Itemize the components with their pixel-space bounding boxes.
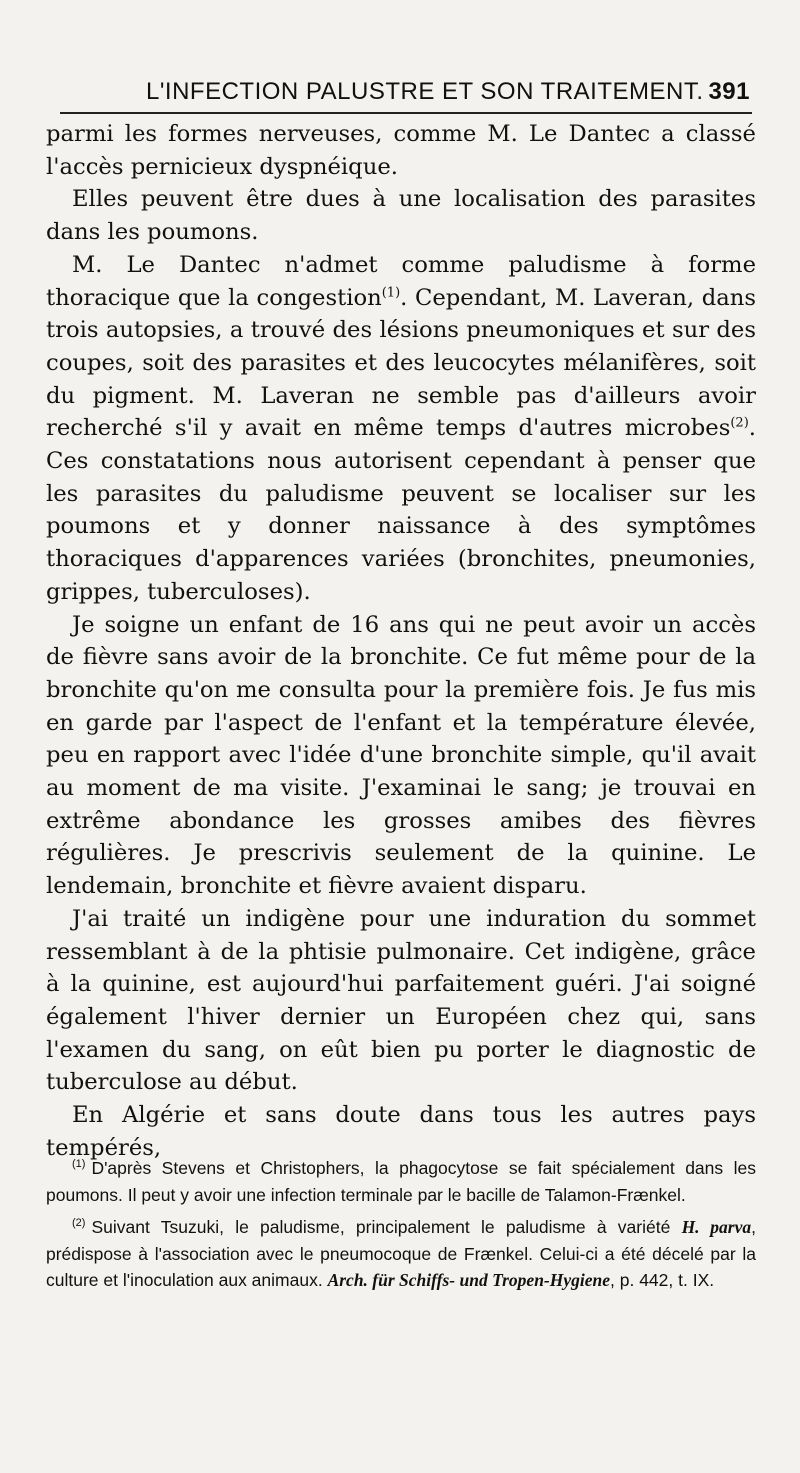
footnote-2	[46, 1214, 756, 1294]
paragraph-6-text: En Algérie et sans doute dans tous les autres pays tempérés,	[46, 1102, 756, 1161]
paragraph-1	[46, 118, 756, 183]
footnote-1	[46, 1155, 756, 1208]
running-title: L'INFECTION PALUSTRE ET SON TRAITEMENT.	[146, 78, 704, 105]
footnote-2-text-c: , p. 442, t. IX.	[610, 1270, 715, 1291]
footnote-ref-1: (1)	[381, 284, 401, 300]
main-text	[46, 118, 756, 1165]
paragraph-1-text: parmi les formes nerveuses, comme M. Le Dantec a classé l'accès pernicieux dyspnéique.	[46, 121, 756, 180]
footnote-1-text: D'après Stevens et Christophers, la phagocytose se fait spécialement dans les poumons. Il peut y avoir une infection terminale par le bacille de Talamon-Frænkel.	[46, 1158, 756, 1205]
paragraph-3	[46, 249, 756, 609]
paragraph-2-text: Elles peuvent être dues à une localisation des parasites dans les poumons.	[46, 186, 756, 246]
paragraph-4	[46, 609, 756, 903]
paragraph-5-text: J'ai traité un indigène pour une induration du sommet ressemblant à de la phtisie pulmonaire. Cet indigène, grâce à la quinine, est aujourd'hui parfaitement guéri. J'ai soigné également l'hiver dernier un Européen chez qui, sans l'examen du sang, on eût bien pu porter le diagnostic de tuberculose au début.	[46, 905, 756, 1096]
page-header	[60, 78, 752, 114]
paragraph-2	[46, 183, 756, 248]
paragraph-3-text-b: . Cependant, M. Laveran, dans trois autopsies, a trouvé des lésions pneumoniques et sur des coupes, soit des parasites et des leucocytes mélanifères, soit du pigment. M. Laveran ne semble pas d'ailleurs avoir recherché s'il y avait en même temps d'autres microbes	[46, 284, 756, 442]
footnote-1-mark: (1)	[72, 1158, 86, 1171]
footnote-2-species: H. parva	[681, 1217, 752, 1238]
footnote-2-mark: (2)	[72, 1217, 86, 1230]
paragraph-5	[46, 903, 756, 1099]
footnotes	[46, 1155, 756, 1300]
footnote-2-journal: Arch. für Schiffs- und Tropen-Hygiene	[327, 1270, 611, 1291]
paragraph-4-text: Je soigne un enfant de 16 ans qui ne peut avoir un accès de fièvre sans avoir de la bronchite. Ce fut même pour de la bronchite qu'on me consulta pour la première fois. Je fus mis en garde par l'aspect de l'enfant et la température élevée, peu en rapport avec l'idée d'une bronchite simple, qu'il avait au moment de ma visite. J'examinai le sang; je trouvai en extrême abondance les grosses amibes des fièvres régulières. Je prescrivis seulement de la quinine. Le lendemain, bronchite et fièvre avaient disparu.	[46, 611, 756, 900]
paragraph-3-text-c: . Ces constatations nous autorisent cependant à penser que les parasites du paludisme peuvent se localiser sur les poumons et y donner naissance à des symptômes thoraciques d'apparences variées (bronchites, pneumonies, grippes, tuberculoses).	[46, 415, 756, 605]
page-number: 391	[708, 78, 750, 105]
footnote-2-text-a: Suivant Tsuzuki, le paludisme, principalement le paludisme à variété	[91, 1217, 682, 1238]
footnote-ref-2: (2)	[730, 415, 749, 431]
footnote-2-text-b: , prédispose à l'association avec le pneumocoque de Frænkel. Celui-ci a été décelé par la culture et l'inoculation aux animaux.	[46, 1217, 757, 1291]
paragraph-3-text-a: M. Le Dantec n'admet comme paludisme à forme thoracique que la congestion	[46, 251, 756, 311]
